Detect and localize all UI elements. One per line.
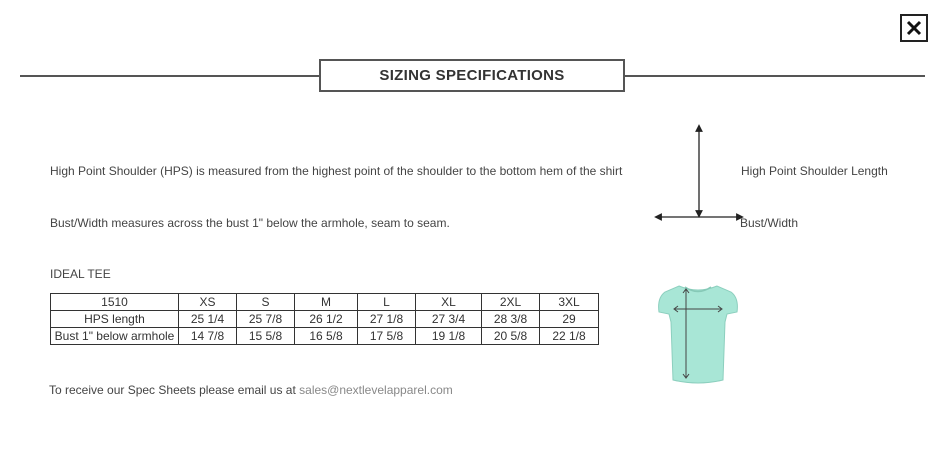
measurement-arrows-diagram [650,122,746,226]
bust-description: Bust/Width measures across the bust 1" below the armhole, seam to seam. [50,216,450,230]
table-cell: 27 1/8 [358,311,416,328]
header-cell: 2XL [482,294,540,311]
tshirt-image [655,282,741,386]
hps-description: High Point Shoulder (HPS) is measured from the highest point of the shoulder to the bottom hem of the shirt [50,164,623,178]
close-button[interactable] [900,14,928,42]
tshirt-body [659,286,738,383]
contact-prefix: To receive our Spec Sheets please email us at [49,383,300,397]
header-cell: 1510 [51,294,179,311]
table-cell: 27 3/4 [416,311,482,328]
table-cell: 19 1/8 [416,328,482,345]
close-x-icon [906,20,922,36]
table-cell: 17 5/8 [358,328,416,345]
header-cell: 3XL [540,294,599,311]
header-cell: XS [179,294,237,311]
table-cell: 22 1/8 [540,328,599,345]
row-label-cell: Bust 1" below armhole [51,328,179,345]
table-cell: 26 1/2 [295,311,358,328]
page-title: SIZING SPECIFICATIONS [319,59,625,92]
table-cell: 25 7/8 [237,311,295,328]
table-header-row [51,294,599,311]
table-cell: 25 1/4 [179,311,237,328]
email-link[interactable]: sales@nextlevelapparel.com [299,383,453,397]
table-row [51,328,599,345]
product-name: IDEAL TEE [50,267,111,281]
table-cell: 28 3/8 [482,311,540,328]
table-row [51,311,599,328]
table-cell: 20 5/8 [482,328,540,345]
header-cell: XL [416,294,482,311]
header-cell: L [358,294,416,311]
table-cell: 16 5/8 [295,328,358,345]
contact-text [49,383,453,397]
header-cell: M [295,294,358,311]
size-chart-table [50,293,599,345]
row-label-cell: HPS length [51,311,179,328]
table-cell: 14 7/8 [179,328,237,345]
table-cell: 29 [540,311,599,328]
table-cell: 15 5/8 [237,328,295,345]
hps-length-label: High Point Shoulder Length [741,164,888,178]
header-cell: S [237,294,295,311]
bust-width-label: Bust/Width [740,216,799,230]
